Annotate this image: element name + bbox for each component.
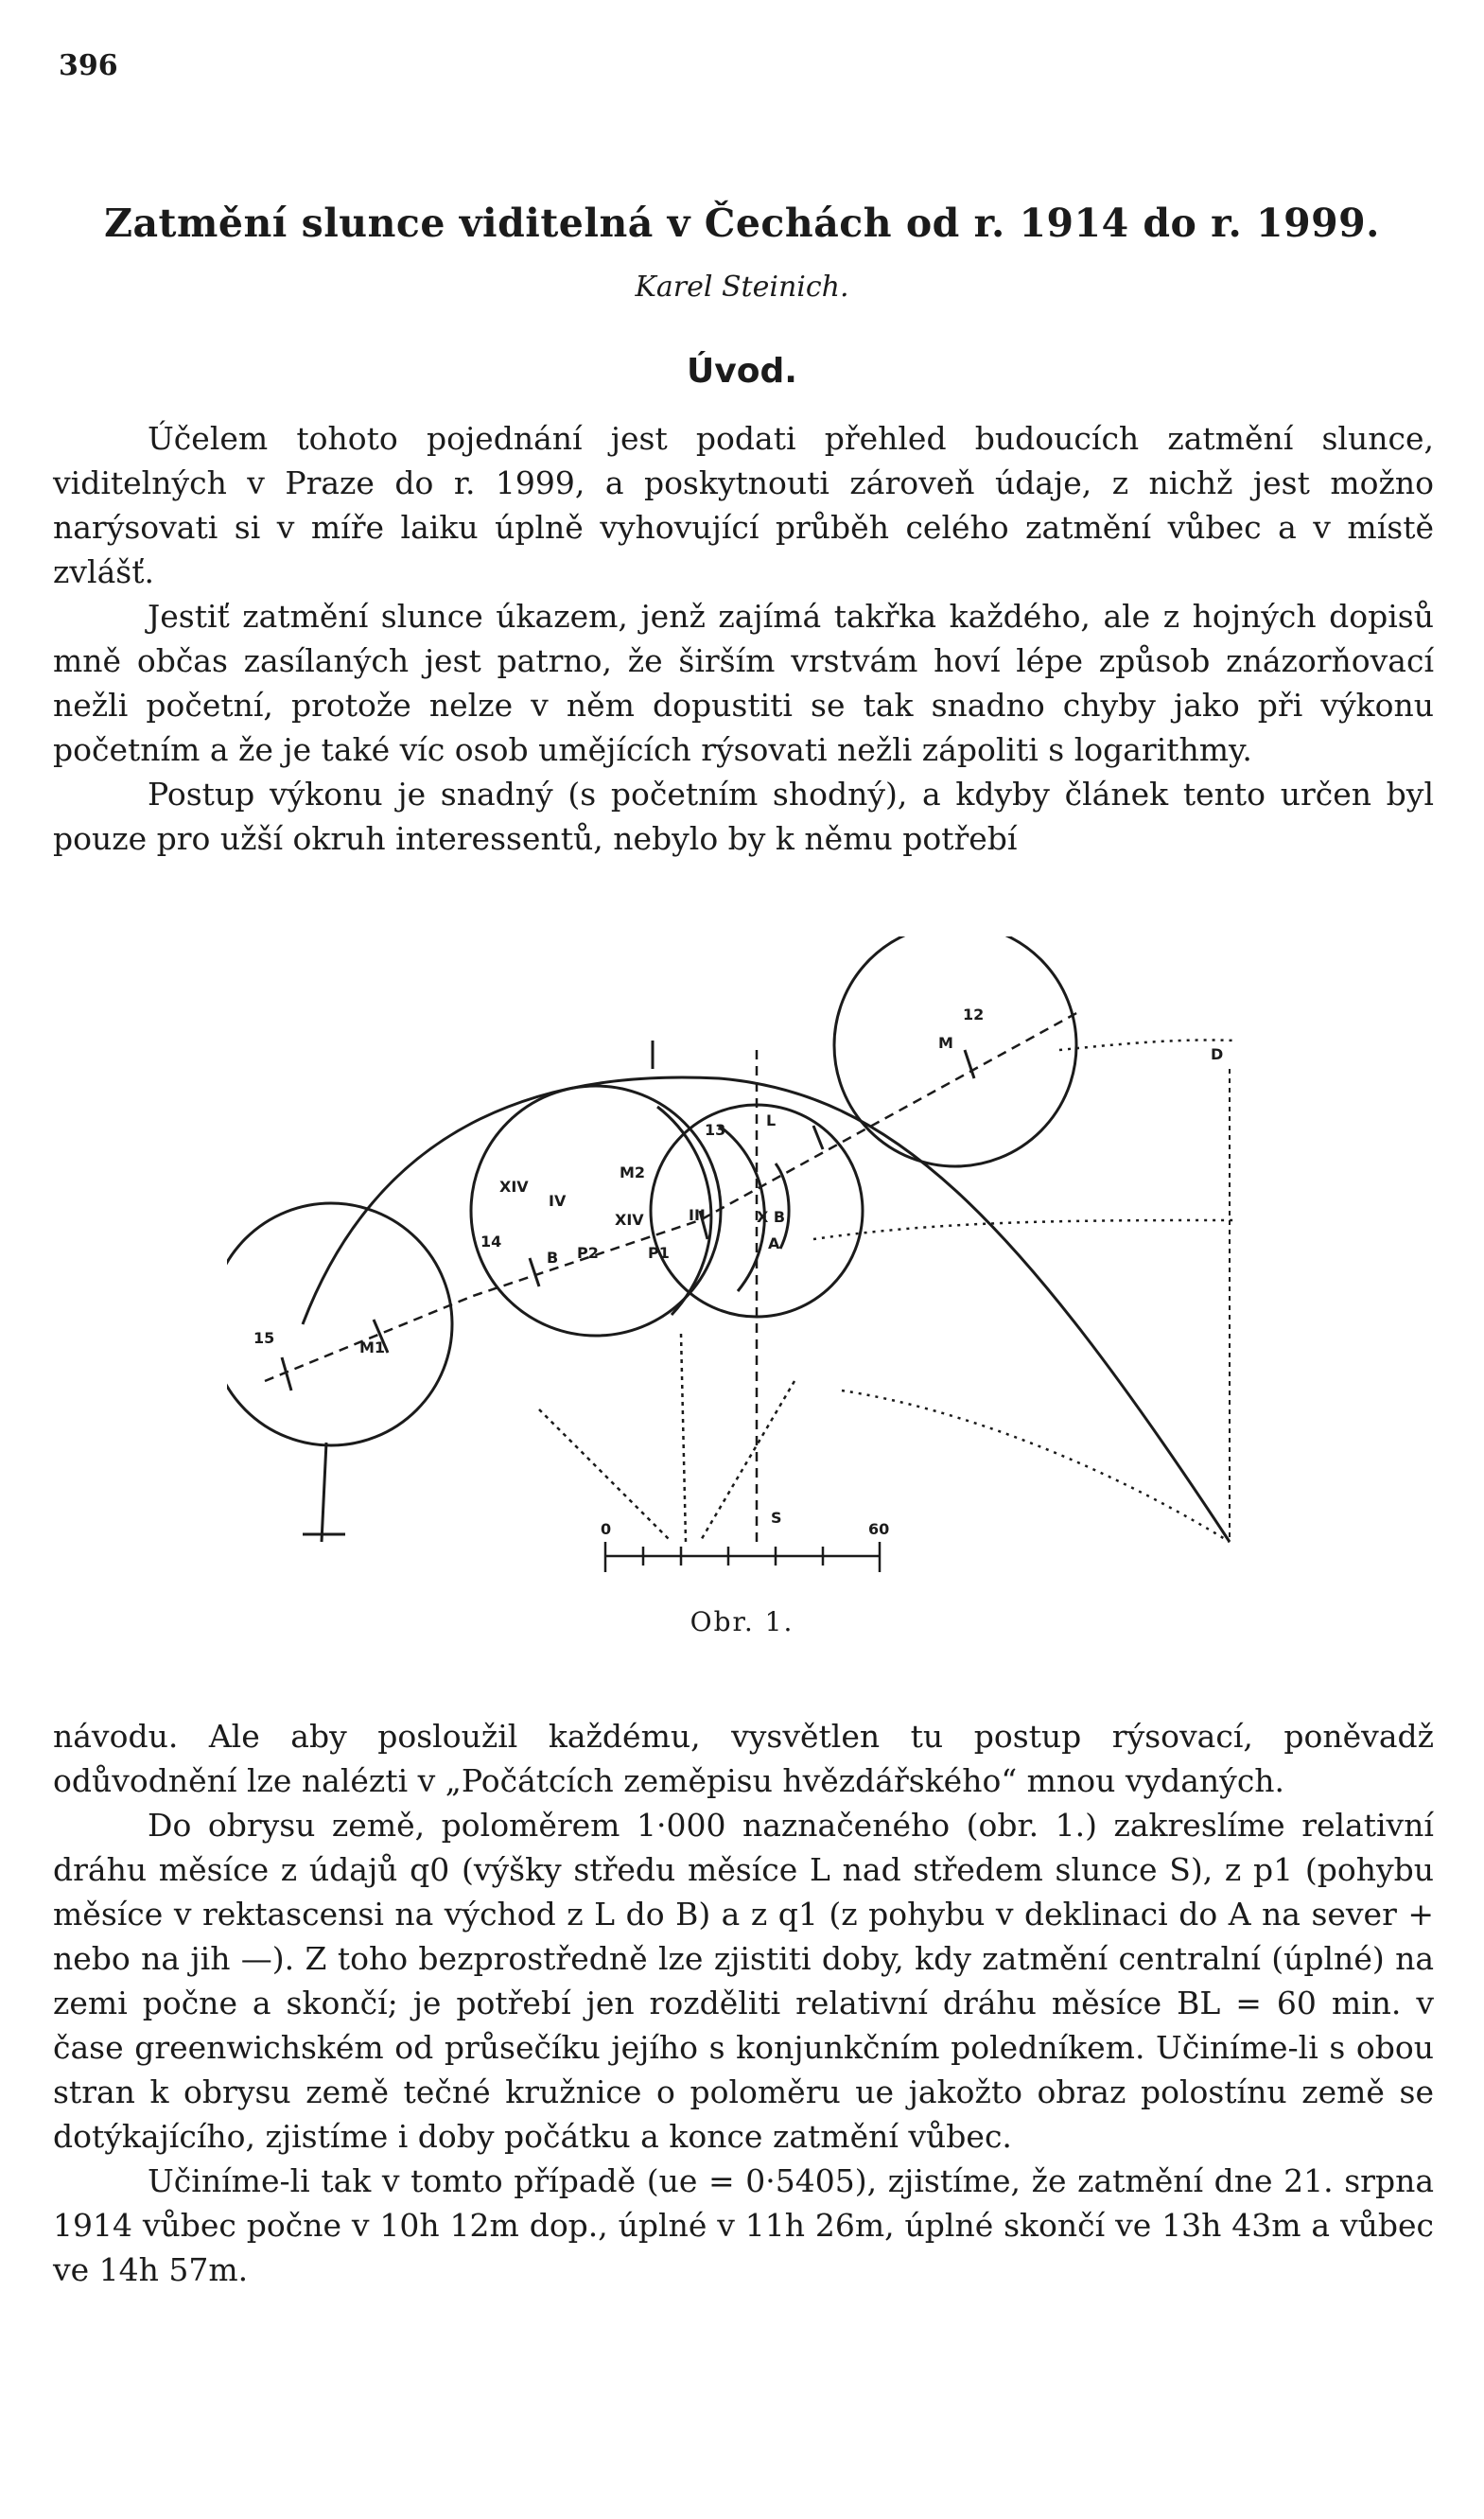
label-scale-0: 0 [601, 1520, 612, 1538]
label-a: A [768, 1234, 780, 1252]
figure-eclipse-diagram [227, 936, 1305, 1580]
dotted-curve [842, 1391, 1230, 1542]
label-iii: III [689, 1206, 706, 1224]
penumbra-circle-center-left [471, 1086, 721, 1336]
label-15: 15 [253, 1329, 275, 1347]
label-scale-60: 60 [868, 1520, 890, 1538]
label-l: L [766, 1111, 777, 1129]
label-13: 13 [705, 1121, 726, 1139]
paragraph-3: Postup výkonu je snadný (s početním shodný), a kdyby článek tento určen byl pouze pro užší okruh interessentů, nebylo by k němu potřebí [53, 776, 1434, 857]
dotted-path-upper [1059, 1040, 1234, 1050]
label-m2: M2 [620, 1163, 646, 1181]
paragraph-1: Účelem tohoto pojednání jest podati přehled budoucích zatmění slunce, viditelných v Praze do r. 1999, a poskytnouti zároveň údaje, z nichž jest možno narýsovati si v míře laiku úplně vyhovující průběh celého zatmění vůbec a v místě zvlášť. [53, 420, 1434, 590]
paragraph-5: Do obrysu země, poloměrem 1·000 naznačeného (obr. 1.) zakreslíme relativní dráhu měsíce z údajů q0 (výšky středu měsíce L nad středem slunce S), z p1 (pohybu měsíce v rektascensi na východ z L do B) a z q1 (z pohybu v deklinaci do A na sever + nebo na jih —). Z toho bezprostředně lze zjistiti doby, kdy zatmění centralní (úplné) na zemi počne a skončí; je potřebí jen rozděliti relativní dráhu měsíce BL = 60 min. v čase greenwichském od průsečíku jejího s konjunkčním poledníkem. Učiníme-li s obou stran k obrysu země tečné kružnice o poloměru ue jakožto obraz polostínu země se dotýkajícího, zjistíme i doby počátku a konce zatmění vůbec. [53, 1807, 1434, 2155]
label-xb: X B [757, 1208, 786, 1226]
moon-relative-path [265, 1012, 1078, 1381]
label-b: B [547, 1249, 559, 1267]
paragraph-6: Učiníme-li tak v tomto případě (ue = 0·5405), zjistíme, že zatmění dne 21. srpna 1914 vůbec počne v 10h 12m dop., úplné v 11h 26m, úplné skončí ve 13h 43m a vůbec ve 14h 57m. [53, 2162, 1434, 2288]
section-heading: Úvod. [687, 352, 797, 391]
penumbra-circle-right [834, 936, 1076, 1166]
paragraph-4: návodu. Ale aby posloužil každému, vysvětlen tu postup rýsovací, poněvadž odůvodnění lze nalézti v „Počátcích zeměpisu hvězdářského“ mnou vydaných. [53, 1718, 1434, 1799]
label-m: M [938, 1034, 953, 1052]
body-text-bottom [53, 1714, 1434, 2292]
label-m1: M1 [359, 1338, 386, 1356]
article-author: Karel Steinich. [635, 271, 849, 304]
label-d: D [1211, 1045, 1224, 1063]
article-title: Zatmění slunce viditelná v Čechách od r. 1914 do r. 1999. [104, 201, 1380, 246]
label-xiv: XIV [499, 1178, 529, 1196]
figure-caption: Obr. 1. [690, 1606, 794, 1637]
body-text-top [53, 416, 1434, 861]
label-s: S [771, 1509, 782, 1527]
label-xiv-2: XIV [615, 1211, 644, 1229]
page-number: 396 [59, 49, 118, 82]
label-iv: IV [549, 1192, 567, 1210]
s-line-2 [681, 1334, 686, 1542]
label-p2: P2 [577, 1244, 599, 1262]
earth-left-edge [322, 1443, 326, 1542]
label-p1: P1 [648, 1244, 670, 1262]
penumbra-circle-left [227, 1203, 452, 1445]
paragraph-2: Jestiť zatmění slunce úkazem, jenž zajímá takřka každého, ale z hojných dopisů mně občas zasílaných jest patrno, že širším vrstvám hoví lépe způsob znázorňovací nežli početní, protože nelze v něm dopustiti se tak snadno chyby jako při výkonu početním a že je také víc osob umějících rýsovati nežli zápoliti s logarithmy. [53, 598, 1434, 768]
earth-outline-arc [303, 1077, 1230, 1542]
label-12: 12 [963, 1006, 985, 1023]
dotted-path-lower [813, 1220, 1234, 1239]
label-14: 14 [480, 1233, 502, 1251]
